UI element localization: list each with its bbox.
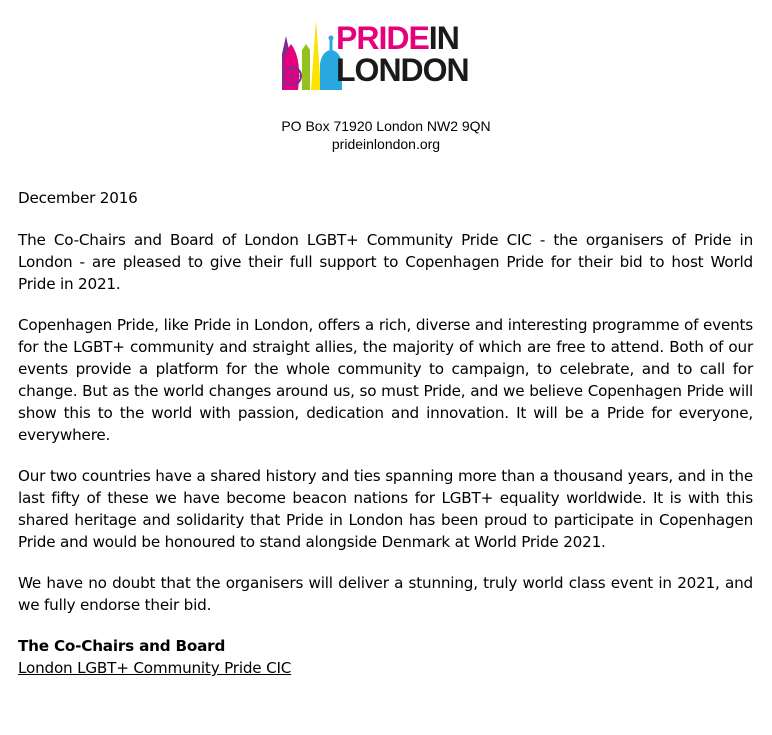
signature-title: The Co-Chairs and Board <box>18 637 226 655</box>
logo-in-text: IN <box>428 20 459 56</box>
logo-pride-text: PRIDE <box>336 20 429 56</box>
paragraph: We have no doubt that the organisers will deliver a stunning, truly world class event in 2021, and we fully endorse their bid. <box>18 574 753 614</box>
letter-date: December 2016 <box>18 189 138 207</box>
paragraph: Copenhagen Pride, like Pride in London, offers a rich, diverse and interesting programme of events for the LGBT+ community and straight allies, the majority of which are free to attend. Both of our events provide a platform for the whole community to campaign, to celebrate, and to call for change. But as the world changes around us, so must Pride, and we believe Copenhagen Pride will show this to the world with passion, dedication and innovation. It will be a Pride for everyone, everywhere. <box>18 316 753 444</box>
postal-address: PO Box 71920 London NW2 9QN <box>281 118 491 134</box>
letter-body <box>18 187 753 679</box>
pride-in-london-logo <box>276 14 486 94</box>
address-block <box>0 117 772 153</box>
logo-wordmark <box>336 22 469 86</box>
paragraph: Our two countries have a shared history and ties spanning more than a thousand years, and in the last fifty of these we have become beacon nations for LGBT+ equality worldwide. It is with this shared heritage and solidarity that Pride in London has been proud to participate in Copenhagen Pride and would be honoured to stand alongside Denmark at World Pride 2021. <box>18 467 753 551</box>
logo-london-text: LONDON <box>336 52 469 88</box>
signature-organisation: London LGBT+ Community Pride CIC <box>18 659 292 677</box>
website-link[interactable]: prideinlondon.org <box>331 136 441 152</box>
paragraph: The Co-Chairs and Board of London LGBT+ Community Pride CIC - the organisers of Pride in London - are pleased to give their full support to Copenhagen Pride for their bid to host World Pride in 2021. <box>18 231 753 293</box>
